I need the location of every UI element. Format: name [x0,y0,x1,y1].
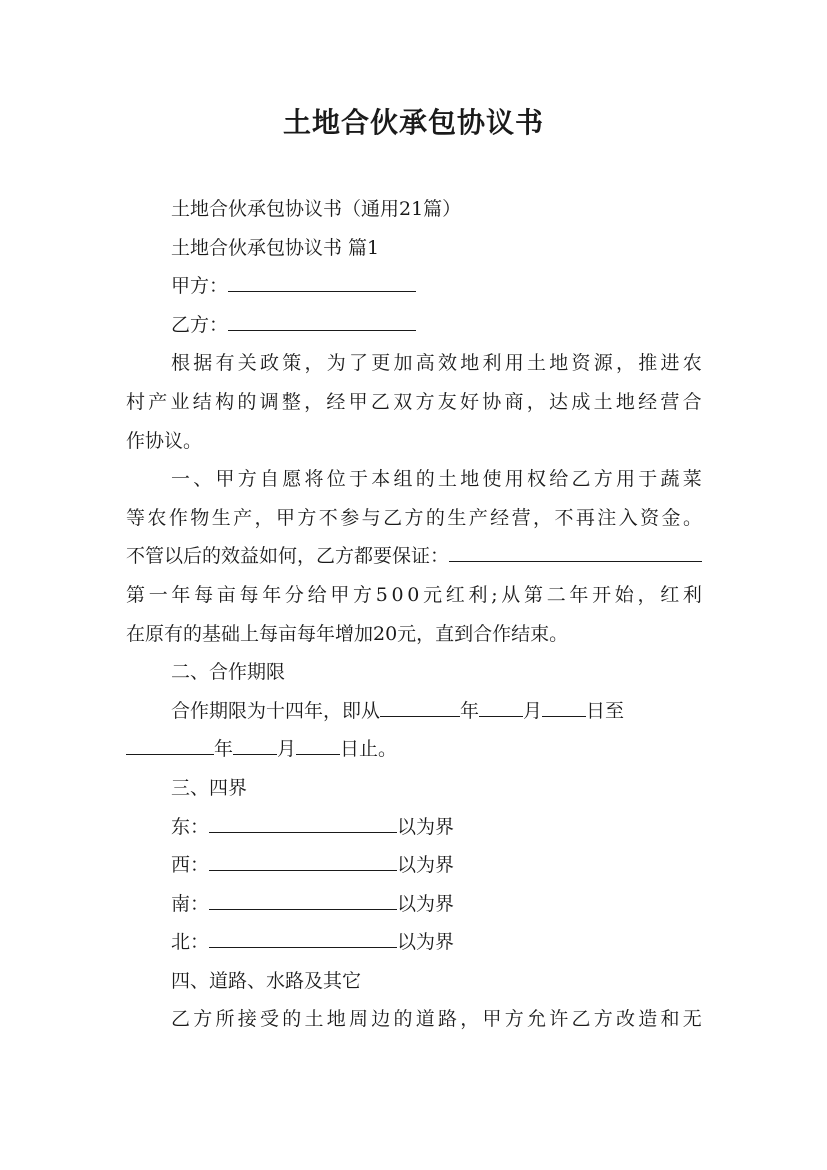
party-a-line [126,267,702,306]
intro-line-1: 根 据 有 关 政 策 ， 为 了 更 加 高 效 地 利 用 土 地 资 源 ， 推 进 农 [171,352,702,375]
section-heading: 土地合伙承包协议书 篇1 [171,236,380,259]
boundary-west: 西： 以为界 [126,846,702,885]
party-b-label: 乙方： [171,313,229,336]
clause1-line-4: 第 一 年 每 亩 每 年 分 给 甲 方 5 0 0 元 红 利 ; 从 第 二 年 开 始 ， 红 利 [126,583,702,606]
document-subtitle: 土地合伙承包协议书（通用21篇） [171,198,462,220]
west-blank [209,846,397,871]
clause1-line-5: 在原有的基础上每亩每年增加20元，直到合作结束。 [126,622,569,645]
start-year-blank [380,692,460,717]
clause1-line-1: 一 、 甲 方 自 愿 将 位 于 本 组 的 土 地 使 用 权 给 乙 方 用 于 蔬 菜 [171,468,702,491]
clause2-line-2: 年 月 日止。 [126,730,702,769]
party-b-blank [228,306,416,331]
party-a-blank [228,267,416,292]
east-blank [209,808,397,833]
end-year-blank [126,730,214,755]
clause2-heading: 二、合作期限 [171,661,286,684]
clause1-line-3: 不管以后的效益如何，乙方都要保证： [126,537,702,576]
clause3-heading: 三、四界 [171,776,248,799]
start-day-blank [542,692,586,717]
document-title: 土地合伙承包协议书 [282,106,544,139]
end-month-blank [233,730,277,755]
clause1-line-2: 等 农 作 物 生 产 ， 甲 方 不 参 与 乙 方 的 生 产 经 营 ， 不 再 注 入 资 金 。 [126,506,702,529]
boundary-east: 东： 以为界 [126,808,702,847]
north-blank [209,923,397,948]
intro-line-2: 村 产 业 结 构 的 调 整 ， 经 甲 乙 双 方 友 好 协 商 ， 达 成 土 地 经 营 合 [126,390,702,413]
start-month-blank [479,692,523,717]
clause4-heading: 四、道路、水路及其它 [171,969,362,992]
clause2-line-1: 合作期限为十四年，即从 年 月 日至 [126,692,702,731]
boundary-south: 南： 以为界 [126,885,702,924]
party-a-label: 甲方： [171,275,229,298]
intro-line-3: 作协议。 [126,429,203,452]
document-body [126,190,702,1039]
end-day-blank [296,730,340,755]
guarantee-blank [449,537,702,562]
south-blank [209,885,397,910]
boundary-north: 北： 以为界 [126,923,702,962]
party-b-line [126,306,702,345]
clause4-line-1: 乙 方 所 接 受 的 土 地 周 边 的 道 路 ， 甲 方 允 许 乙 方 改 造 和 无 [171,1008,702,1031]
